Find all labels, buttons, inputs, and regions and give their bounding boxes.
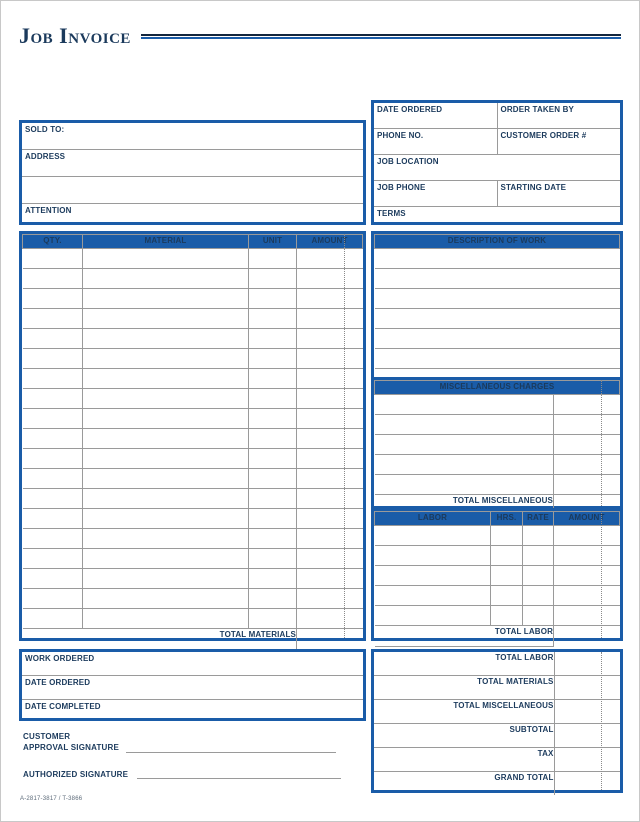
table-row[interactable] — [23, 589, 363, 609]
totals-row-value[interactable] — [554, 724, 620, 748]
table-row[interactable] — [23, 609, 363, 629]
table-cell[interactable] — [23, 289, 83, 309]
table-cell[interactable] — [491, 606, 523, 626]
totals-row-label: GRAND TOTAL — [374, 772, 554, 796]
table-row[interactable] — [23, 529, 363, 549]
customer-approval-signature-line[interactable] — [126, 743, 336, 753]
table-cell[interactable] — [297, 449, 363, 469]
table-cell[interactable] — [249, 569, 297, 589]
table-cell[interactable] — [83, 429, 249, 449]
table-cell[interactable] — [23, 409, 83, 429]
miscellaneous-cents-divider — [601, 380, 602, 506]
total-miscellaneous-label: TOTAL MISCELLANEOUS — [452, 496, 553, 505]
table-cell[interactable] — [83, 409, 249, 429]
table-cell[interactable] — [297, 409, 363, 429]
table-row[interactable] — [375, 526, 620, 546]
table-cell[interactable] — [554, 435, 620, 455]
table-cell[interactable] — [375, 455, 554, 475]
table-cell[interactable] — [249, 489, 297, 509]
totals-row-value[interactable] — [554, 676, 620, 700]
table-cell[interactable] — [375, 269, 620, 289]
table-cell[interactable] — [23, 389, 83, 409]
form-code: A-2817-3817 / T-3866 — [20, 796, 83, 802]
table-cell[interactable] — [249, 309, 297, 329]
table-cell[interactable] — [375, 249, 620, 269]
customer-label: CUSTOMER — [23, 732, 71, 741]
table-row[interactable] — [375, 249, 620, 269]
table-cell[interactable] — [554, 475, 620, 495]
table-cell[interactable] — [297, 529, 363, 549]
table-cell[interactable] — [83, 389, 249, 409]
job-phone-label: JOB PHONE — [377, 183, 426, 192]
totals-row-label: SUBTOTAL — [374, 724, 554, 748]
table-cell[interactable] — [554, 546, 620, 566]
sold-to-block — [19, 120, 366, 225]
table-cell[interactable] — [23, 509, 83, 529]
table-cell[interactable] — [23, 469, 83, 489]
table-row[interactable] — [23, 389, 363, 409]
materials-header-row — [23, 235, 363, 249]
table-cell[interactable] — [23, 549, 83, 569]
column-header-rate: RATE — [523, 512, 554, 526]
column-header-qty: QTY. — [23, 235, 83, 249]
table-cell[interactable] — [83, 449, 249, 469]
table-row[interactable] — [23, 409, 363, 429]
table-row[interactable] — [23, 349, 363, 369]
table-row[interactable] — [375, 586, 620, 606]
table-cell[interactable] — [249, 429, 297, 449]
table-cell[interactable] — [23, 269, 83, 289]
totals-row-label: TOTAL MATERIALS — [374, 676, 554, 700]
table-row[interactable] — [23, 269, 363, 289]
table-row[interactable] — [22, 676, 363, 700]
table-cell[interactable] — [249, 269, 297, 289]
labor-header-row — [375, 512, 620, 526]
table-cell[interactable] — [83, 489, 249, 509]
materials-table — [22, 234, 363, 651]
table-row[interactable] — [23, 369, 363, 389]
order-info-table — [374, 103, 620, 231]
table-cell[interactable] — [523, 526, 554, 546]
table-cell[interactable] — [297, 369, 363, 389]
table-cell[interactable] — [297, 249, 363, 269]
authorized-signature-line[interactable] — [137, 769, 341, 779]
table-cell[interactable] — [375, 566, 491, 586]
job-location-label: JOB LOCATION — [377, 157, 439, 166]
table-cell[interactable] — [249, 249, 297, 269]
table-cell[interactable] — [554, 395, 620, 415]
table-row[interactable] — [375, 415, 620, 435]
table-cell[interactable] — [23, 569, 83, 589]
table-row[interactable] — [375, 329, 620, 349]
table-row[interactable] — [22, 204, 363, 230]
table-row[interactable] — [22, 150, 363, 177]
table-row[interactable] — [375, 269, 620, 289]
table-cell[interactable] — [297, 609, 363, 629]
table-row[interactable] — [375, 566, 620, 586]
totals-row-label: TOTAL MISCELLANEOUS — [374, 700, 554, 724]
column-header-hrs: HRS. — [491, 512, 523, 526]
table-row[interactable] — [374, 207, 620, 232]
table-row[interactable] — [22, 700, 363, 723]
table-cell[interactable] — [83, 349, 249, 369]
table-cell[interactable] — [491, 546, 523, 566]
approval-signature-label: APPROVAL SIGNATURE — [23, 743, 120, 752]
order-taken-by-label: ORDER TAKEN BY — [500, 105, 575, 114]
table-row[interactable] — [375, 435, 620, 455]
miscellaneous-charges-table — [374, 380, 620, 516]
table-cell[interactable] — [83, 589, 249, 609]
table-cell[interactable] — [491, 526, 523, 546]
address-line2-label — [22, 177, 363, 179]
column-header-amount: AMOUNT — [297, 235, 363, 249]
table-cell[interactable] — [297, 549, 363, 569]
table-cell[interactable] — [375, 349, 620, 369]
table-row[interactable] — [22, 177, 363, 204]
miscellaneous-header-row — [375, 381, 620, 395]
attention-label: ATTENTION — [25, 206, 72, 215]
miscellaneous-rows-body — [375, 395, 620, 495]
terms-label: TERMS — [377, 209, 406, 218]
table-row[interactable] — [23, 249, 363, 269]
column-header-labor: LABOR — [375, 512, 491, 526]
date-ordered-label: DATE ORDERED — [377, 105, 443, 114]
totals-block — [371, 649, 623, 793]
table-row[interactable] — [374, 181, 620, 207]
table-cell[interactable] — [375, 526, 491, 546]
table-cell[interactable] — [523, 586, 554, 606]
title-rule-dark — [141, 34, 621, 36]
table-row[interactable] — [374, 129, 620, 155]
table-cell[interactable] — [249, 589, 297, 609]
starting-date-label: STARTING DATE — [500, 183, 567, 192]
title-rule-blue — [141, 37, 621, 39]
table-cell[interactable] — [523, 606, 554, 626]
labor-cents-divider — [601, 511, 602, 638]
sold-to-table — [22, 123, 363, 229]
table-row[interactable] — [22, 652, 363, 676]
table-cell[interactable] — [554, 415, 620, 435]
table-cell[interactable] — [83, 529, 249, 549]
total-materials-row[interactable] — [23, 629, 363, 651]
materials-cents-divider — [344, 234, 345, 638]
table-cell[interactable] — [249, 289, 297, 309]
table-cell[interactable] — [554, 526, 620, 546]
totals-row-label: TOTAL LABOR — [374, 652, 554, 676]
table-cell[interactable] — [23, 529, 83, 549]
total-labor-row[interactable] — [375, 626, 620, 647]
table-cell[interactable] — [83, 569, 249, 589]
materials-table-block — [19, 231, 366, 641]
table-cell[interactable] — [83, 609, 249, 629]
work-ordered-block — [19, 649, 366, 721]
totals-row-value[interactable] — [554, 700, 620, 724]
table-cell[interactable] — [375, 395, 554, 415]
totals-row-value[interactable] — [554, 748, 620, 772]
table-cell[interactable] — [297, 269, 363, 289]
totals-cents-divider — [601, 652, 602, 790]
table-row[interactable] — [375, 349, 620, 369]
table-row[interactable] — [375, 289, 620, 309]
table-cell[interactable] — [297, 489, 363, 509]
table-cell[interactable] — [249, 329, 297, 349]
table-cell[interactable] — [23, 369, 83, 389]
table-cell[interactable] — [297, 309, 363, 329]
table-row[interactable] — [375, 606, 620, 626]
table-cell[interactable] — [249, 349, 297, 369]
table-cell[interactable] — [83, 289, 249, 309]
column-header-labor-amount: AMOUNT — [554, 512, 620, 526]
totals-row[interactable] — [374, 772, 620, 796]
table-cell[interactable] — [249, 529, 297, 549]
total-labor-label: TOTAL LABOR — [494, 627, 553, 636]
table-row[interactable] — [374, 103, 620, 129]
table-cell[interactable] — [297, 429, 363, 449]
table-cell[interactable] — [249, 389, 297, 409]
table-cell[interactable] — [23, 309, 83, 329]
totals-row-label: TAX — [374, 748, 554, 772]
table-row[interactable] — [23, 449, 363, 469]
table-cell[interactable] — [491, 566, 523, 586]
sold-to-label: SOLD TO: — [25, 125, 65, 134]
table-cell[interactable] — [83, 549, 249, 569]
table-cell[interactable] — [375, 309, 620, 329]
address-label: ADDRESS — [25, 152, 66, 161]
table-cell[interactable] — [375, 289, 620, 309]
table-row[interactable] — [23, 509, 363, 529]
page-title: Job Invoice — [19, 23, 131, 48]
totals-rows-body — [374, 652, 620, 795]
totals-row-value[interactable] — [554, 652, 620, 676]
table-row[interactable] — [375, 309, 620, 329]
order-info-block — [371, 100, 623, 225]
table-cell[interactable] — [297, 569, 363, 589]
table-cell[interactable] — [375, 435, 554, 455]
description-of-work-table — [374, 234, 620, 388]
totals-row-value[interactable] — [554, 772, 620, 796]
table-row[interactable] — [23, 489, 363, 509]
totals-table — [374, 652, 620, 795]
table-cell[interactable] — [554, 586, 620, 606]
table-cell[interactable] — [23, 609, 83, 629]
table-row[interactable] — [23, 309, 363, 329]
table-cell[interactable] — [297, 329, 363, 349]
table-cell[interactable] — [23, 589, 83, 609]
table-row[interactable] — [375, 455, 620, 475]
column-header-unit: UNIT — [249, 235, 297, 249]
table-cell[interactable] — [375, 586, 491, 606]
description-of-work-block — [371, 231, 623, 383]
table-cell[interactable] — [375, 546, 491, 566]
table-cell[interactable] — [249, 509, 297, 529]
table-cell[interactable] — [375, 475, 554, 495]
table-row[interactable] — [23, 429, 363, 449]
table-cell[interactable] — [249, 609, 297, 629]
table-row[interactable] — [374, 155, 620, 181]
table-cell[interactable] — [554, 566, 620, 586]
table-row[interactable] — [375, 395, 620, 415]
table-cell[interactable] — [297, 469, 363, 489]
description-header-row — [375, 235, 620, 249]
table-cell[interactable] — [375, 329, 620, 349]
table-cell[interactable] — [249, 369, 297, 389]
table-cell[interactable] — [83, 309, 249, 329]
date-completed-label: DATE COMPLETED — [25, 702, 101, 711]
table-cell[interactable] — [249, 469, 297, 489]
authorized-signature-label: AUTHORIZED SIGNATURE — [23, 770, 129, 779]
labor-table — [374, 511, 620, 647]
table-cell[interactable] — [375, 606, 491, 626]
table-cell[interactable] — [23, 249, 83, 269]
description-rows-body — [375, 249, 620, 389]
form-title-row — [19, 21, 621, 51]
labor-rows-body — [375, 526, 620, 626]
table-row[interactable] — [23, 549, 363, 569]
table-cell[interactable] — [523, 546, 554, 566]
customer-approval-signature-group — [23, 731, 336, 753]
table-cell[interactable] — [83, 469, 249, 489]
table-cell[interactable] — [297, 589, 363, 609]
table-cell[interactable] — [375, 415, 554, 435]
title-rule — [141, 34, 621, 40]
table-row[interactable] — [23, 469, 363, 489]
customer-order-number-label: CUSTOMER ORDER # — [500, 131, 587, 140]
table-cell[interactable] — [249, 409, 297, 429]
totals-row[interactable] — [374, 652, 620, 676]
table-cell[interactable] — [523, 566, 554, 586]
table-cell[interactable] — [83, 269, 249, 289]
work-date-ordered-label: DATE ORDERED — [25, 678, 91, 687]
table-cell[interactable] — [297, 349, 363, 369]
table-cell[interactable] — [23, 449, 83, 469]
totals-row[interactable] — [374, 748, 620, 772]
column-header-material: MATERIAL — [83, 235, 249, 249]
table-cell[interactable] — [23, 349, 83, 369]
table-cell[interactable] — [23, 489, 83, 509]
miscellaneous-charges-block — [371, 377, 623, 509]
table-cell[interactable] — [554, 606, 620, 626]
table-cell[interactable] — [23, 329, 83, 349]
work-ordered-label: WORK ORDERED — [25, 654, 95, 663]
table-cell[interactable] — [83, 249, 249, 269]
phone-no-label: PHONE NO. — [377, 131, 424, 140]
totals-row[interactable] — [374, 676, 620, 700]
total-materials-label: TOTAL MATERIALS — [219, 630, 296, 639]
authorized-signature-group — [23, 769, 341, 779]
table-row[interactable] — [23, 329, 363, 349]
totals-row[interactable] — [374, 700, 620, 724]
table-cell[interactable] — [249, 449, 297, 469]
labor-table-block — [371, 508, 623, 641]
totals-row[interactable] — [374, 724, 620, 748]
table-cell[interactable] — [297, 289, 363, 309]
table-cell[interactable] — [491, 586, 523, 606]
table-row[interactable] — [23, 569, 363, 589]
table-row[interactable] — [375, 475, 620, 495]
table-cell[interactable] — [297, 389, 363, 409]
table-row[interactable] — [22, 123, 363, 150]
column-header-miscellaneous-charges: MISCELLANEOUS CHARGES — [375, 381, 620, 395]
materials-rows-body — [23, 249, 363, 629]
table-cell[interactable] — [23, 429, 83, 449]
table-cell[interactable] — [83, 369, 249, 389]
table-cell[interactable] — [249, 549, 297, 569]
table-cell[interactable] — [554, 455, 620, 475]
work-ordered-table — [22, 652, 363, 722]
table-cell[interactable] — [83, 329, 249, 349]
table-cell[interactable] — [83, 509, 249, 529]
table-row[interactable] — [375, 546, 620, 566]
table-row[interactable] — [23, 289, 363, 309]
table-cell[interactable] — [297, 509, 363, 529]
column-header-description-of-work: DESCRIPTION OF WORK — [375, 235, 620, 249]
